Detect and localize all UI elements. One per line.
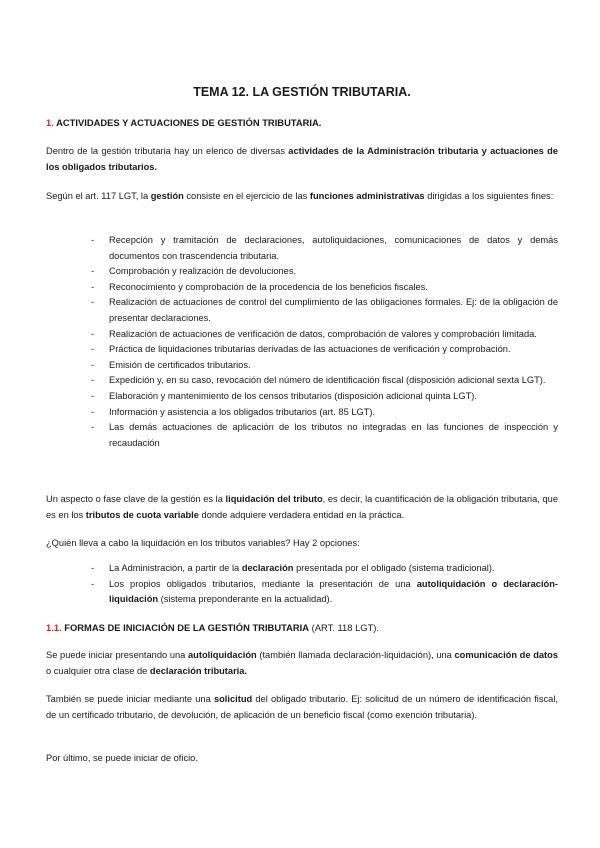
section-1-heading — [46, 116, 558, 130]
section-1-1-paragraph-2: También se puede iniciar mediante una solicitud del obligado tributario. Ej: solicitud de un número de identificación fiscal, de un certificado tributario, de devolución, de aplicación de un beneficio fiscal (como exención tributaria). — [46, 694, 558, 720]
list-item: - Emisión de certificados tributarios. — [91, 359, 251, 370]
section-1-1-number: 1.1. — [46, 622, 62, 633]
list-item: - Las demás actuaciones de aplicación de los tributos no integradas en las funciones de inspección y recaudación — [91, 422, 558, 448]
list-item: - Recepción y tramitación de declaraciones, autoliquidaciones, comunicaciones de datos y demás documentos con trascendencia tributaria. — [91, 235, 558, 261]
list-item: - Realización de actuaciones de control del cumplimiento de las obligaciones formales. Ej: de la obligación de presentar declaraciones. — [91, 297, 558, 323]
section-1-1-paragraph-1: Se puede iniciar presentando una autoliquidación (también llamada declaración-liquidación), una comunicación de datos o cualquier otra clase de declaración tributaria. — [46, 650, 558, 676]
section-1-1-heading: 1.1. FORMAS DE INICIACIÓN DE LA GESTIÓN TRIBUTARIA (ART. 118 LGT). — [46, 622, 380, 633]
section-1-1-heading-text: FORMAS DE INICIACIÓN DE LA GESTIÓN TRIBUTARIA — [64, 622, 310, 633]
list-item: - Elaboración y mantenimiento de los censos tributarios (disposición adicional quinta LGT). — [91, 390, 477, 401]
list-item: - Reconocimiento y comprobación de la procedencia de los beneficios fiscales. — [91, 281, 428, 292]
list-item: - Expedición y, en su caso, revocación del número de identificación fiscal (disposición adicional sexta LGT). — [91, 375, 546, 386]
section-1-paragraph-3: Un aspecto o fase clave de la gestión es la liquidación del tributo, es decir, la cuantificación de la obligación tributaria, que es en los tributos de cuota variable donde adquiere verdadera entidad en la práctica. — [46, 494, 558, 520]
section-1-paragraph-4: ¿Quién lleva a cabo la liquidación en los tributos variables? Hay 2 opciones: — [46, 538, 360, 548]
section-1-paragraph-2: Según el art. 117 LGT, la gestión consiste en el ejercicio de las funciones administrativas dirigidas a los siguientes fines: — [46, 191, 554, 201]
list-item: - Comprobación y realización de devoluciones. — [91, 266, 297, 277]
list-item: - Realización de actuaciones de verificación de datos, comprobación de valores y comprobación limitada. — [91, 328, 537, 339]
list-item: - Práctica de liquidaciones tributarias derivadas de las actuaciones de verificación y comprobación. — [91, 344, 511, 355]
list-item: - Los propios obligados tributarios, mediante la presentación de una autoliquidación o declaración-liquidación (sistema preponderante en la actualidad). — [91, 578, 558, 605]
section-1-number: 1. — [46, 117, 54, 128]
section-1-1-paragraph-3: Por último, se puede iniciar de oficio. — [46, 753, 198, 763]
page-title: TEMA 12. LA GESTIÓN TRIBUTARIA. — [193, 85, 411, 99]
section-1-heading-text: ACTIVIDADES Y ACTUACIONES DE GESTIÓN TRIBUTARIA. — [56, 117, 322, 128]
section-1-paragraph-1: Dentro de la gestión tributaria hay un elenco de diversas actividades de la Administración tributaria y actuaciones de los obligados tributarios. — [46, 146, 558, 172]
functions-list — [46, 233, 558, 451]
list-item: - Información y asistencia a los obligados tributarios (art. 85 LGT). — [91, 406, 376, 417]
options-list — [46, 561, 558, 608]
list-item: - La Administración, a partir de la declaración presentada por el obligado (sistema tradicional). — [91, 563, 495, 573]
